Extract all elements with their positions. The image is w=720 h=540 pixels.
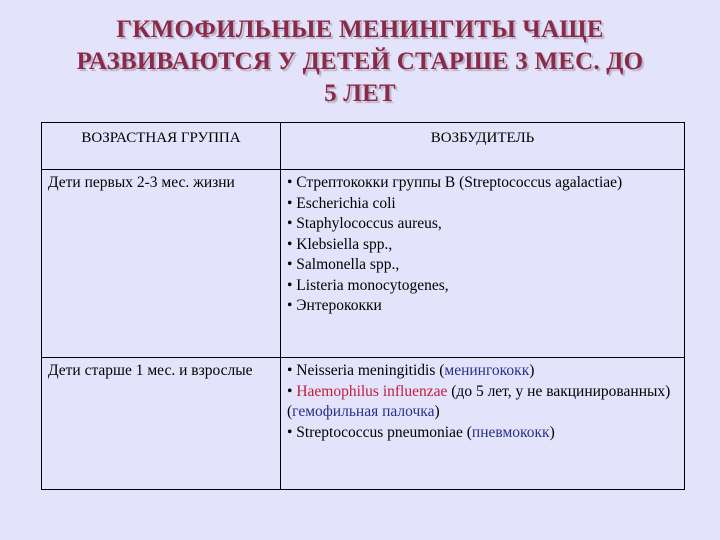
item-text: • Streptococcus pneumoniae (	[287, 423, 472, 441]
highlight-haemophilus: Haemophilus influenzae	[296, 382, 448, 400]
slide-title	[20, 14, 700, 110]
pathogen-item: • Энтерококки	[287, 297, 382, 314]
pathogen-table	[41, 122, 685, 490]
pathogen-cell-infants	[281, 170, 685, 358]
highlight-pneumococcus: пневмококк	[471, 423, 550, 441]
item-text: )	[529, 362, 535, 379]
table-row	[42, 358, 685, 490]
pathogen-cell-older	[281, 358, 685, 490]
header-pathogen: ВОЗБУДИТЕЛЬ	[281, 123, 685, 170]
title-line-2: РАЗВИВАЮТСЯ У ДЕТЕЙ СТАРШЕ 3 МЕС. ДО	[76, 48, 644, 75]
pathogen-item-pneumococcus	[287, 423, 678, 444]
item-text: • Neisseria meningitidis (	[287, 362, 445, 379]
pathogen-item: • Стрептококки группы В (Streptococcus agalactiae)	[287, 174, 623, 191]
item-text: (до 5 лет, у не вакцинированных) (	[287, 382, 671, 420]
pathogen-item: • Salmonella spp.,	[287, 256, 400, 273]
highlight-haemophilus-rod: гемофильная палочка	[292, 403, 435, 420]
highlight-meningococcus: менингококк	[444, 362, 530, 379]
title-line-1: ГКМОФИЛЬНЫЕ МЕНИНГИТЫ ЧАЩЕ	[116, 16, 604, 43]
item-text: )	[549, 423, 555, 441]
pathogen-item-meningococcus	[287, 361, 678, 382]
age-cell-infants: Дети первых 2-3 мес. жизни	[42, 170, 281, 358]
pathogen-item-haemophilus	[287, 382, 678, 423]
table-row	[42, 170, 685, 358]
pathogen-item: • Escherichia coli	[287, 194, 396, 212]
pathogen-item: • Klebsiella spp.,	[287, 235, 393, 253]
pathogen-item: • Staphylococcus aureus,	[287, 215, 442, 232]
item-text: )	[434, 403, 440, 420]
title-line-3: 5 ЛЕТ	[324, 80, 396, 107]
age-cell-older: Дети старше 1 мес. и взрослые	[42, 358, 281, 490]
pathogen-item: • Listeria monocytogenes,	[287, 276, 449, 294]
item-text: •	[287, 382, 297, 400]
table-header-row	[42, 123, 685, 170]
header-age-group: ВОЗРАСТНАЯ ГРУППА	[42, 123, 281, 170]
